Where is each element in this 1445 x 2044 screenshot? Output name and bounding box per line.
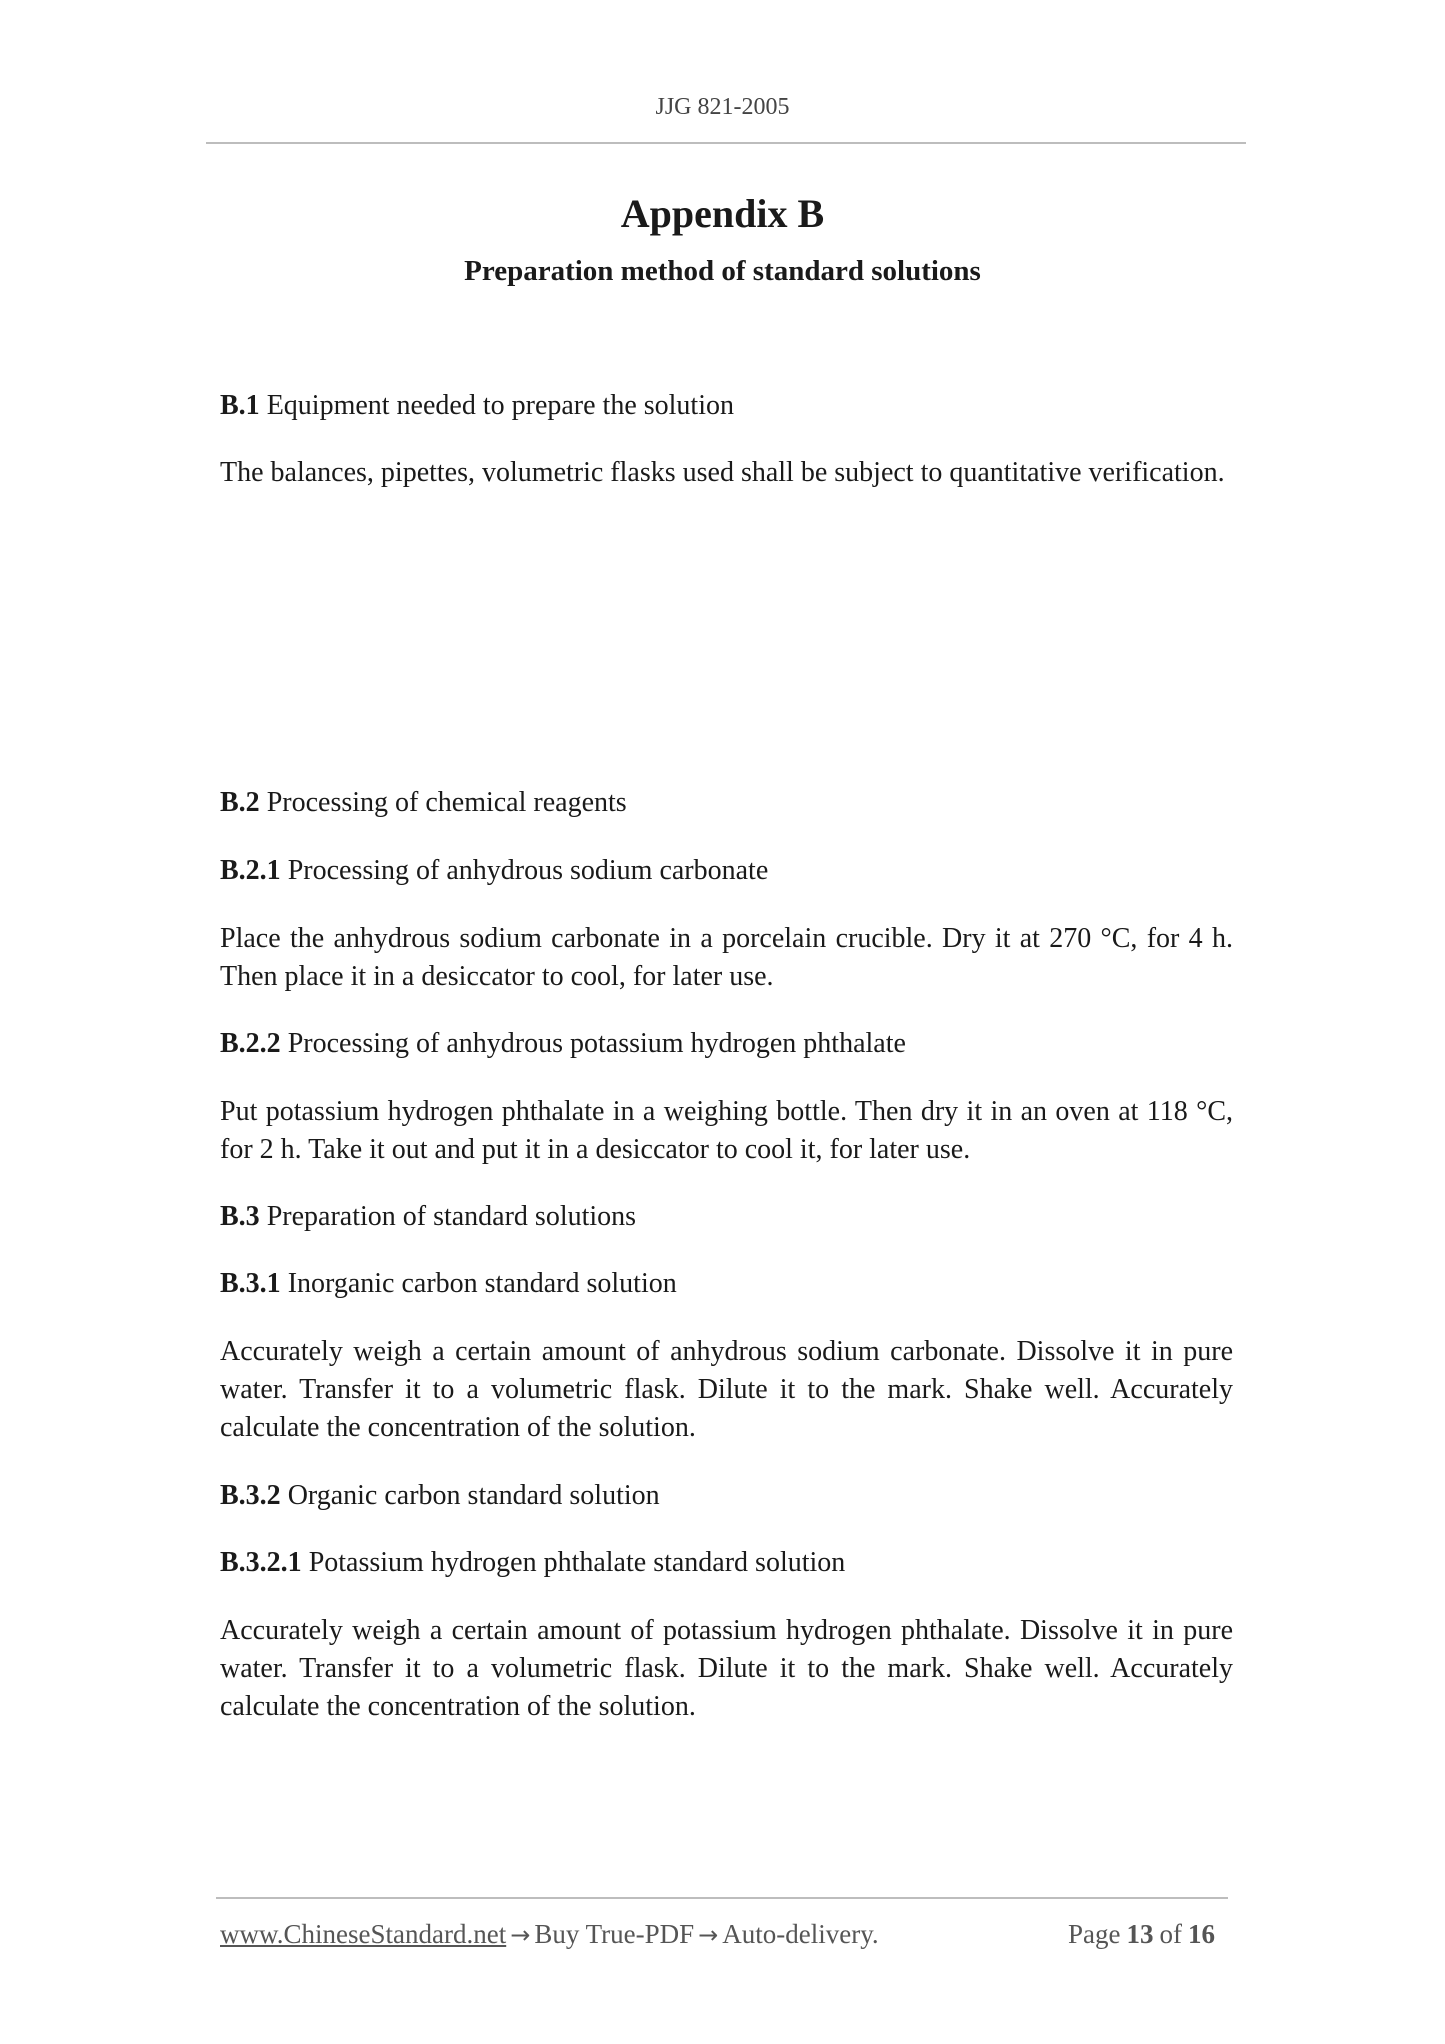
section-b1-heading (220, 387, 1233, 425)
section-number: B.2 (220, 787, 260, 818)
section-number: B.3.2.1 (220, 1547, 302, 1578)
arrow-right-icon: → (698, 1921, 719, 1949)
section-b3-heading (220, 1198, 1233, 1236)
section-b3-2-heading (220, 1477, 1233, 1515)
section-b2-2-heading (220, 1025, 1233, 1063)
section-b3-2-1-heading (220, 1544, 1233, 1582)
section-b3-2-1-paragraph: Accurately weigh a certain amount of potassium hydrogen phthalate. Dissolve it in pure water. Transfer it to a volumetric flask. Dilute it to the mark. Shake well. Accurately calculate the concentration of the solution. (220, 1615, 1233, 1722)
page-label: Page (1068, 1919, 1121, 1949)
section-b3-1-heading (220, 1265, 1233, 1303)
footer-divider (216, 1897, 1228, 1899)
section-number: B.3 (220, 1201, 260, 1232)
section-b1-paragraph: The balances, pipettes, volumetric flasks used shall be subject to quantitative verification. (220, 457, 1225, 488)
section-heading-text: Preparation of standard solutions (266, 1201, 637, 1232)
section-heading-text: Inorganic carbon standard solution (287, 1268, 677, 1299)
section-number: B.2.2 (220, 1028, 281, 1059)
appendix-title: Appendix B (620, 191, 825, 236)
auto-delivery-text: Auto-delivery. (722, 1919, 879, 1949)
section-heading-text: Processing of anhydrous potassium hydrogen phthalate (287, 1028, 906, 1059)
section-number: B.2.1 (220, 855, 281, 886)
section-b2-2-paragraph: Put potassium hydrogen phthalate in a weighing bottle. Then dry it in an oven at 118 °C, for 2 h. Take it out and put it in a desiccator to cool it, for later use. (220, 1096, 1233, 1165)
header-divider (206, 142, 1246, 144)
section-number: B.3.1 (220, 1268, 281, 1299)
current-page-number: 13 (1126, 1919, 1154, 1949)
arrow-right-icon: → (510, 1921, 531, 1949)
section-number: B.1 (220, 390, 260, 421)
section-b3-1-paragraph: Accurately weigh a certain amount of anhydrous sodium carbonate. Dissolve it in pure water. Transfer it to a volumetric flask. Dilute it to the mark. Shake well. Accurately calculate the concentration of the solution. (220, 1336, 1233, 1443)
section-heading-text: Organic carbon standard solution (287, 1480, 660, 1511)
appendix-subtitle: Preparation method of standard solutions (464, 255, 981, 287)
section-heading-text: Potassium hydrogen phthalate standard solution (308, 1547, 846, 1578)
footer-promo (220, 1919, 879, 1950)
section-b2-1-heading (220, 852, 1233, 890)
of-label: of (1159, 1919, 1182, 1949)
running-header: JJG 821-2005 (655, 94, 790, 120)
section-heading-text: Equipment needed to prepare the solution (266, 390, 734, 421)
page-indicator (1068, 1919, 1221, 1950)
section-b2-1-paragraph: Place the anhydrous sodium carbonate in a porcelain crucible. Dry it at 270 °C, for 4 h. Then place it in a desiccator to cool, for later use. (220, 923, 1233, 992)
section-number: B.3.2 (220, 1480, 281, 1511)
section-b2-heading (220, 784, 1233, 822)
buy-true-pdf-text: Buy True-PDF (534, 1919, 695, 1949)
section-heading-text: Processing of chemical reagents (266, 787, 627, 818)
total-page-count: 16 (1188, 1919, 1215, 1949)
website-link[interactable]: www.ChineseStandard.net (220, 1919, 507, 1949)
section-heading-text: Processing of anhydrous sodium carbonate (287, 855, 769, 886)
